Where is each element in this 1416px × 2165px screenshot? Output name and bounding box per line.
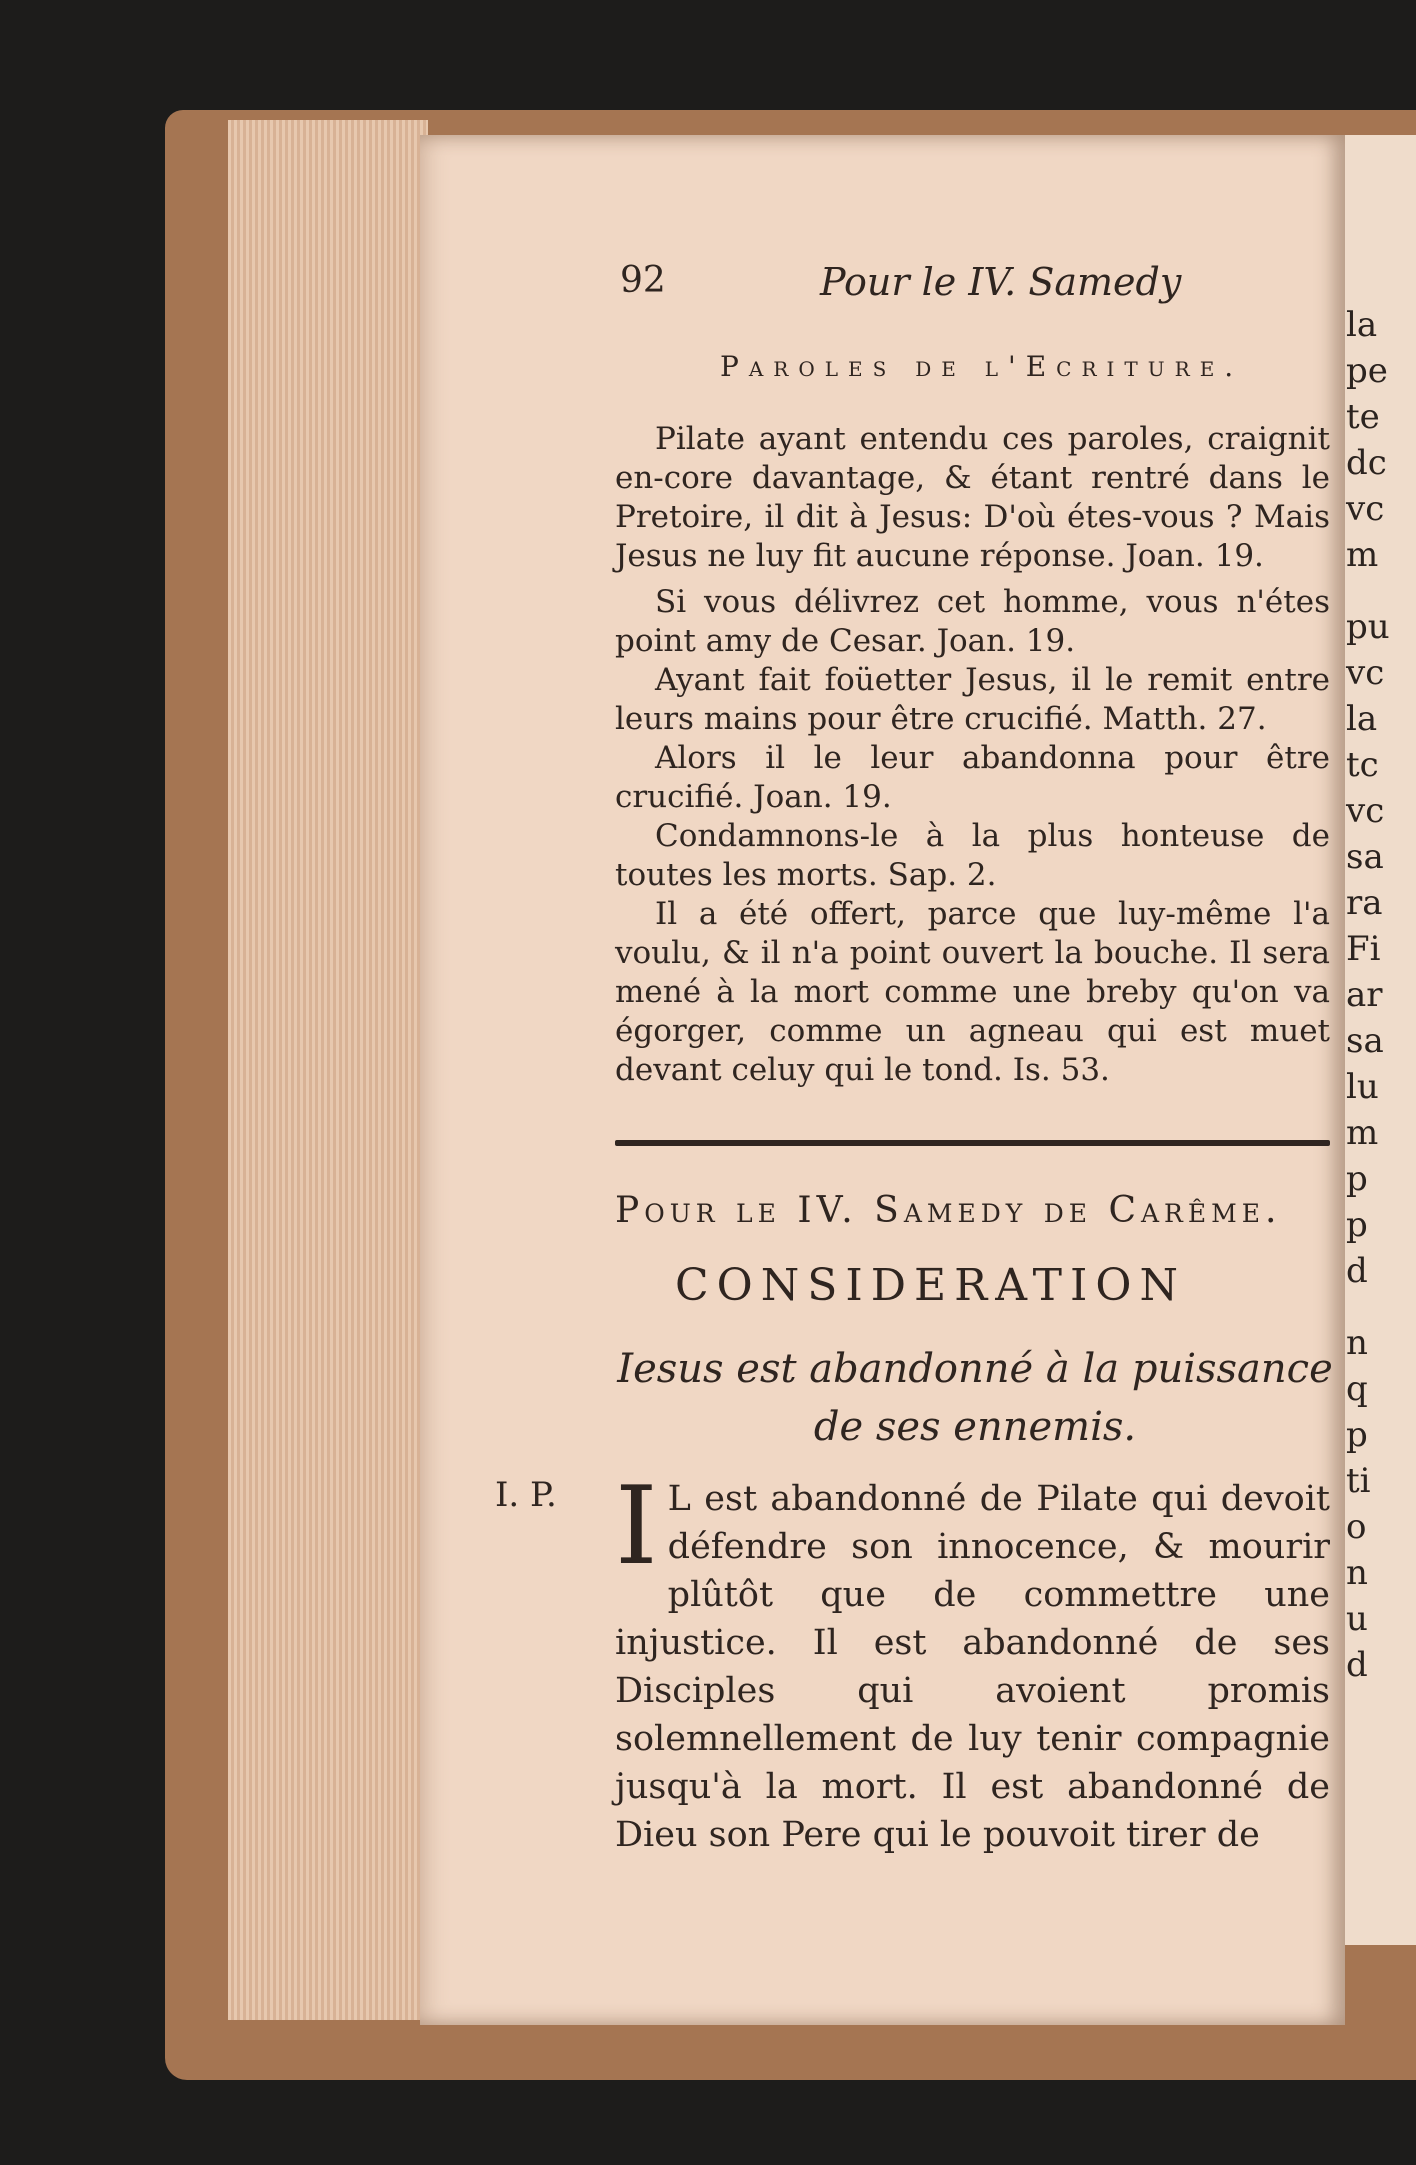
facing-page-fragment: n — [1346, 1553, 1368, 1593]
page-edges — [228, 120, 428, 2020]
facing-page-fragment: tc — [1346, 745, 1379, 785]
facing-page-fragment: la — [1346, 305, 1378, 345]
facing-page-fragment: vc — [1346, 653, 1385, 693]
facing-page-fragment: ti — [1346, 1461, 1371, 1501]
facing-page-fragment: u — [1346, 1599, 1368, 1639]
facing-page-fragment: sa — [1346, 837, 1384, 877]
facing-page-fragment: ra — [1346, 883, 1383, 923]
facing-page-fragment: m — [1346, 1113, 1379, 1153]
facing-page-fragment: m — [1346, 535, 1379, 575]
facing-page-fragment: d — [1346, 1251, 1368, 1291]
chapter-title: Pour le IV. Samedy de Carême. — [615, 1190, 1282, 1231]
body-text: L est abandonné de Pilate qui devoit défendre son innocence, & mourir plûtôt que de commettre une injustice. Il est abandonné de ses Disciples qui avoient promis solemnellement de luy tenir compagnie jusqu'à la mort. Il est abandonné de Dieu son Pere qui le pouvoit tirer de — [615, 1479, 1330, 1855]
facing-page-fragment: pe — [1346, 351, 1388, 391]
consideration-subtitle: Iesus est abandonné à la puissance de ses ennemis. — [617, 1346, 1333, 1450]
scripture-verse: Il a été offert, parce que luy-même l'a voulu, & il n'a point ouvert la bouche. Il sera mené à la mort comme une breby qu'on va égorger, comme un agneau qui est muet devant celuy qui le tond. Is. 53. — [615, 896, 1330, 1088]
scripture-verse: Condamnons-le à la plus honteuse de toutes les morts. Sap. 2. — [615, 818, 1330, 893]
section-heading: Paroles de l'Ecriture. — [720, 350, 1244, 383]
facing-page-fragment: la — [1346, 699, 1378, 739]
facing-page-fragment: te — [1346, 397, 1380, 437]
facing-page-fragment: vc — [1346, 791, 1385, 831]
scripture-verse: Ayant fait foüetter Jesus, il le remit entre leurs mains pour être crucifié. Matth. 27. — [615, 662, 1330, 737]
facing-page-fragment: pu — [1346, 607, 1390, 647]
facing-page-fragment: ar — [1346, 975, 1383, 1015]
page-header — [620, 260, 1320, 310]
divider-rule — [615, 1140, 1330, 1146]
margin-note: I. P. — [495, 1475, 557, 1515]
running-head: Pour le IV. Samedy — [820, 260, 1182, 304]
book-page — [420, 135, 1345, 2025]
facing-page-fragment: lu — [1346, 1067, 1379, 1107]
facing-page-fragment: dc — [1346, 443, 1387, 483]
page-number: 92 — [620, 260, 666, 301]
scripture-verse: Si vous délivrez cet homme, vous n'étes point amy de Cesar. Joan. 19. — [615, 584, 1330, 659]
facing-page-fragment: sa — [1346, 1021, 1384, 1061]
drop-cap: I — [615, 1464, 658, 1589]
consideration-heading: CONSIDERATION — [675, 1260, 1186, 1311]
facing-page-fragment: n — [1346, 1323, 1368, 1363]
scripture-verse: Pilate ayant entendu ces paroles, craignit en-core davantage, & étant rentré dans le Pretoire, il dit à Jesus: D'où étes-vous ? Mais Jesus ne luy fit aucune réponse. Joan. 19. — [615, 421, 1330, 574]
scripture-verse: Alors il le leur abandonna pour être crucifié. Joan. 19. — [615, 740, 1330, 815]
facing-page-fragment: Fi — [1346, 929, 1381, 969]
facing-page-fragment: p — [1346, 1159, 1368, 1199]
body-paragraph — [615, 1464, 1330, 1859]
facing-page-fragment: vc — [1346, 489, 1385, 529]
facing-page-fragment: p — [1346, 1415, 1368, 1455]
facing-page-fragment: p — [1346, 1205, 1368, 1245]
facing-page-fragment: o — [1346, 1507, 1367, 1547]
facing-page-fragment: q — [1346, 1369, 1368, 1409]
facing-page-fragment: d — [1346, 1645, 1368, 1685]
